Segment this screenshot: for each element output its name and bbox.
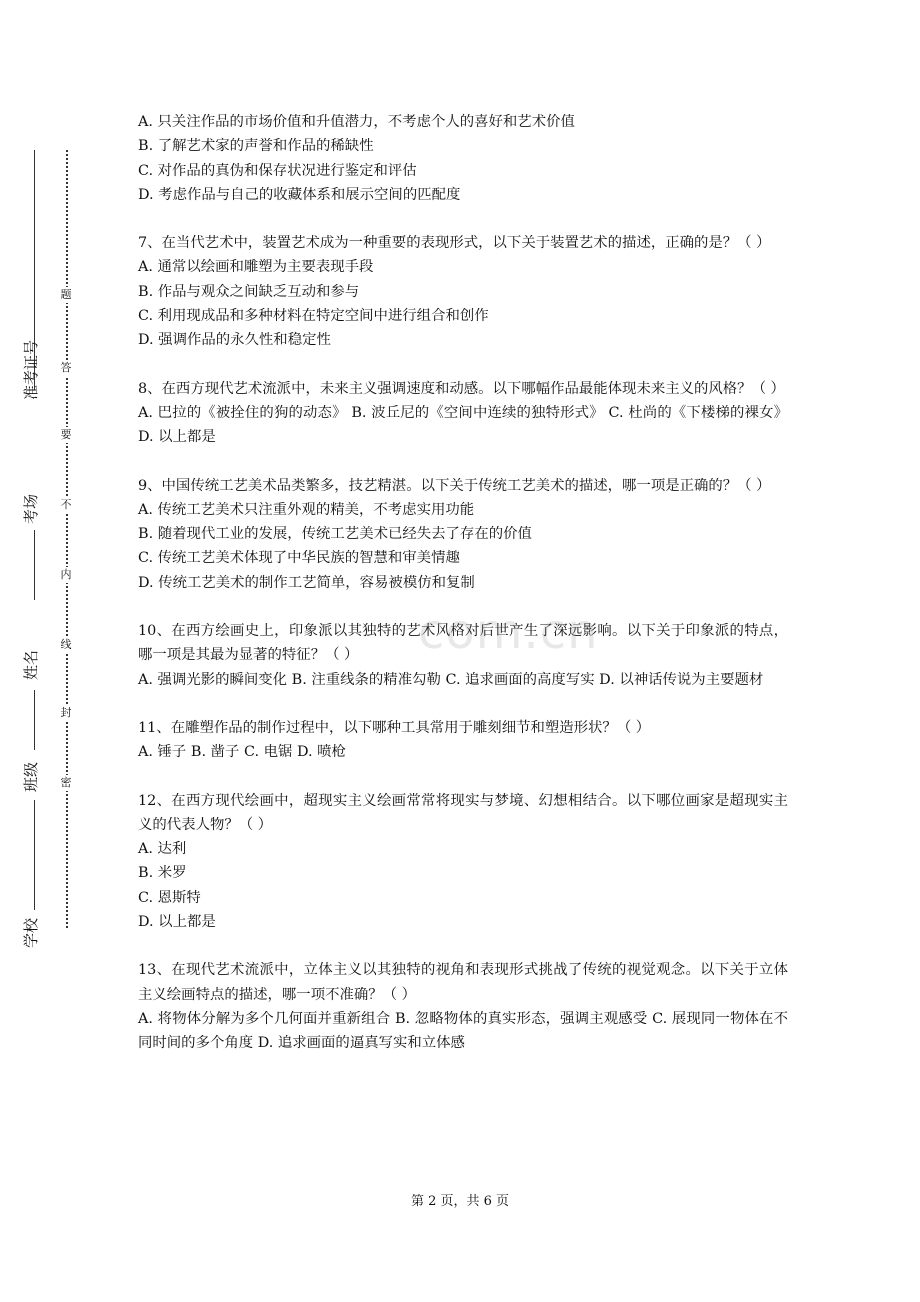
option-line: B. 随着现代工业的发展，传统工艺美术已经失去了存在的价值 xyxy=(138,526,532,543)
option-line: D. 以上都是 xyxy=(138,914,216,931)
option-line: C. 恩斯特 xyxy=(138,889,201,906)
seal-char: 密 xyxy=(58,775,74,791)
watermark: com.cn xyxy=(418,604,599,660)
name-underline xyxy=(34,690,35,750)
option-line: C. 利用现成品和多种材料在特定空间中进行组合和创作 xyxy=(138,308,489,325)
exam-room-field xyxy=(20,493,60,525)
seal-char: 不 xyxy=(58,497,74,513)
option-line: D. 传统工艺美术的制作工艺简单，容易被模仿和复制 xyxy=(138,574,475,591)
options-inline: A. 锤子 B. 凿子 C. 电锯 D. 喷枪 xyxy=(138,744,346,761)
class-field xyxy=(20,761,60,793)
exam-room-underline xyxy=(34,530,35,600)
ticket-field xyxy=(20,339,60,401)
option-line: D. 考虑作品与自己的收藏体系和展示空间的匹配度 xyxy=(138,186,461,203)
question-list xyxy=(138,110,788,1080)
option-line: C. 传统工艺美术体现了中华民族的智慧和审美情趣 xyxy=(138,550,460,567)
seal-char: 要 xyxy=(58,427,74,443)
question-stem: 7、在当代艺术中，装置艺术成为一种重要的表现形式，以下关于装置艺术的描述，正确的是？（ ） xyxy=(138,235,771,252)
question-6-options xyxy=(138,110,788,207)
school-field xyxy=(20,917,60,949)
question-7 xyxy=(138,231,788,352)
ticket-label: 准考证号 xyxy=(22,339,40,400)
seal-char: 线 xyxy=(58,637,74,653)
page-footer: 第 2 页，共 6 页 xyxy=(410,1194,510,1209)
question-12 xyxy=(138,789,788,935)
option-line: A. 通常以绘画和雕塑为主要表现手段 xyxy=(138,259,374,276)
name-field xyxy=(20,649,60,681)
binding-strip xyxy=(0,0,110,1302)
school-label: 学校 xyxy=(22,917,40,948)
question-stem: 9、中国传统工艺美术品类繁多，技艺精湛。以下关于传统工艺美术的描述，哪一项是正确的？（ ） xyxy=(138,477,771,494)
question-10 xyxy=(138,619,788,692)
option-line: B. 作品与观众之间缺乏互动和参与 xyxy=(138,283,360,300)
seal-char: 题 xyxy=(58,287,74,303)
seal-char: 封 xyxy=(58,705,74,721)
options-inline: A. 巴拉的《被拴住的狗的动态》 B. 波丘尼的《空间中连续的独特形式》 C. 杜尚的《下楼梯的裸女》 D. 以上都是 xyxy=(138,404,788,446)
question-stem: 8、在西方现代艺术流派中，未来主义强调速度和动感。以下哪幅作品最能体现未来主义的风格？（ ） xyxy=(138,380,785,397)
question-stem: 13、在现代艺术流派中，立体主义以其独特的视角和表现形式挑战了传统的视觉观念。以下关于立体主义绘画特点的描述，哪一项不准确？（ ） xyxy=(138,962,788,1003)
options-inline: A. 强调光影的瞬间变化 B. 注重线条的精准勾勒 C. 追求画面的高度写实 D. 以神话传说为主要题材 xyxy=(138,671,764,688)
option-line: D. 强调作品的永久性和稳定性 xyxy=(138,332,331,349)
option-line: B. 米罗 xyxy=(138,865,187,882)
option-line: A. 传统工艺美术只注重外观的精美，不考虑实用功能 xyxy=(138,501,475,518)
question-9 xyxy=(138,474,788,595)
class-underline xyxy=(34,800,35,910)
option-line: C. 对作品的真伪和保存状况进行鉴定和评估 xyxy=(138,162,417,179)
question-stem: 10、在西方绘画史上，印象派以其独特的艺术风格对后世产生了深远影响。以下关于印象派的特点，哪一项是其最为显著的特征？（ ） xyxy=(138,623,788,664)
question-8 xyxy=(138,377,788,450)
question-13 xyxy=(138,958,788,1055)
seal-char: 答 xyxy=(58,360,74,376)
seal-char: 内 xyxy=(58,567,74,583)
option-line: B. 了解艺术家的声誉和作品的稀缺性 xyxy=(138,138,374,155)
question-11 xyxy=(138,716,788,765)
option-line: A. 达利 xyxy=(138,841,187,858)
exam-room-label: 考场 xyxy=(22,493,40,524)
option-line: A. 只关注作品的市场价值和升值潜力，不考虑个人的喜好和艺术价值 xyxy=(138,114,575,130)
options-inline: A. 将物体分解为多个几何面并重新组合 B. 忽略物体的真实形态，强调主观感受 C. 展现同一物体在不同时间的多个角度 D. 追求画面的逼真写实和立体感 xyxy=(138,1010,788,1052)
question-stem: 11、在雕塑作品的制作过程中，以下哪种工具常用于雕刻细节和塑造形状？（ ） xyxy=(138,719,651,736)
seal-dotted-line xyxy=(66,150,68,928)
name-label: 姓名 xyxy=(22,649,40,680)
question-stem: 12、在西方现代绘画中，超现实主义绘画常常将现实与梦境、幻想相结合。以下哪位画家是超现实主义的代表人物？（ ） xyxy=(138,792,788,833)
class-label: 班级 xyxy=(22,761,40,792)
